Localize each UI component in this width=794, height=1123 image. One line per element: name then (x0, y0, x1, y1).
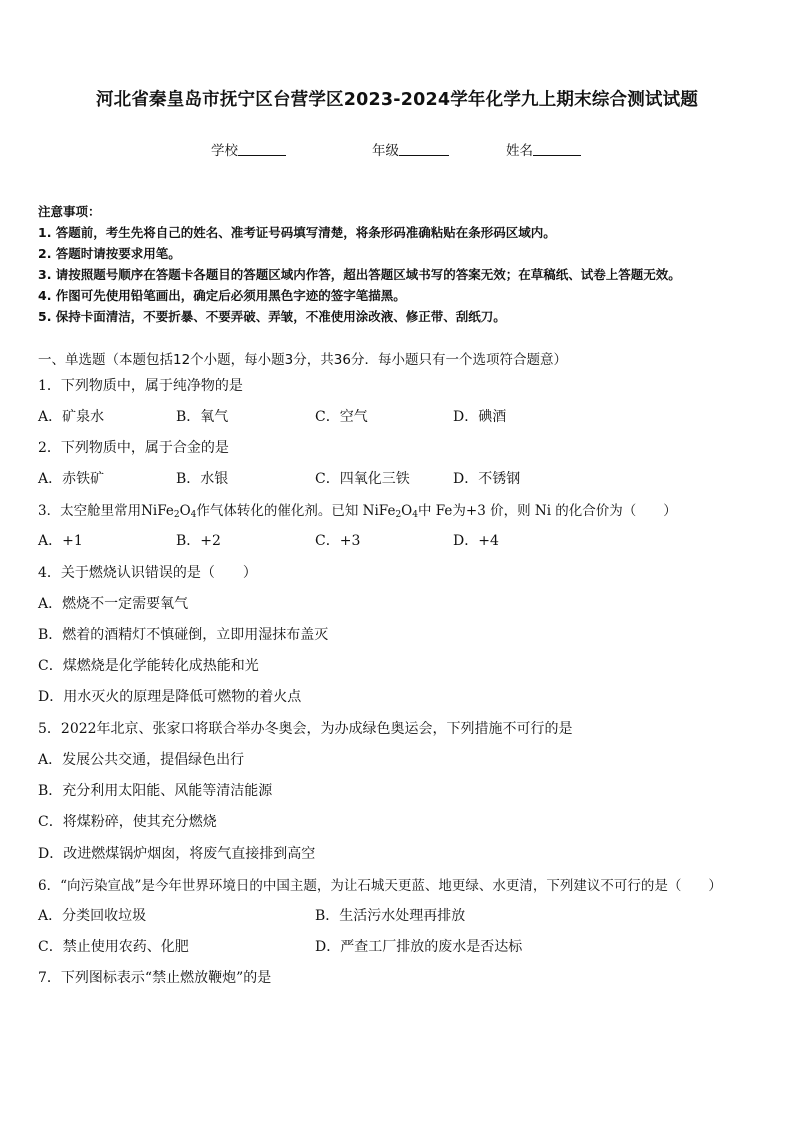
notice-item: 2. 答题时请按要求用笔。 (38, 246, 181, 261)
question-1-option-d: D．碘酒 (453, 409, 507, 425)
q3-text-5: 中 Fe为+3 价，则 Ni 的化合价为（ ） (417, 503, 677, 519)
question-2-stem: 2．下列物质中，属于合金的是 (38, 440, 229, 456)
question-3-option-b: B．+2 (176, 533, 221, 549)
question-6-option-a: A．分类回收垃圾 (38, 908, 147, 924)
question-6-option-d: D．严查工厂排放的废水是否达标 (315, 939, 523, 955)
school-blank[interactable] (238, 142, 286, 156)
school-field (211, 139, 286, 159)
question-4-option-d: D．用水灭火的原理是降低可燃物的着火点 (38, 689, 302, 705)
notice-item: 1. 答题前，考生先将自己的姓名、准考证号码填写清楚，将条形码准确粘贴在条形码区域内。 (38, 225, 556, 240)
question-4-stem: 4．关于燃烧认识错误的是（ ） (38, 565, 257, 581)
q3-text-2: O (179, 503, 191, 519)
notice-item: 5. 保持卡面清洁，不要折暴、不要弄破、弄皱，不准使用涂改液、修正带、刮纸刀。 (38, 309, 506, 324)
name-label: 姓名 (506, 143, 533, 159)
question-4-option-c: C．煤燃烧是化学能转化成热能和光 (38, 658, 259, 674)
q3-text-4: O (401, 503, 413, 519)
question-6-stem: 6．“向污染宣战”是今年世界环境日的中国主题，为让石城天更蓝、地更绿、水更清，下列建议不可行的是（ ） (38, 878, 722, 894)
grade-field (372, 139, 449, 159)
question-3-option-d: D．+4 (453, 533, 499, 549)
q3-sub-2: 4 (190, 510, 197, 520)
question-1-option-b: B．氧气 (176, 409, 229, 425)
question-2-option-b: B．水银 (176, 471, 229, 487)
question-2-option-d: D．不锈钢 (453, 471, 521, 487)
name-field (506, 139, 581, 159)
question-3-stem (38, 499, 677, 520)
notice-heading: 注意事项： (38, 204, 101, 219)
exam-title: 河北省秦皇岛市抚宁区台营学区2023-2024学年化学九上期末综合测试试题 (95, 90, 699, 110)
question-6-option-c: C．禁止使用农药、化肥 (38, 939, 189, 955)
question-3-option-c: C．+3 (315, 533, 361, 549)
q3-sub-4: 4 (412, 510, 418, 520)
question-5-option-c: C．将煤粉碎，使其充分燃烧 (38, 814, 217, 830)
question-3-option-a: A．+1 (38, 533, 83, 549)
question-4-option-b: B．燃着的酒精灯不慎碰倒，立即用湿抹布盖灭 (38, 627, 329, 643)
question-2-option-c: C．四氧化三铁 (315, 471, 410, 487)
grade-blank[interactable] (399, 142, 449, 156)
question-6-option-b: B．生活污水处理再排放 (315, 908, 466, 924)
question-1-stem: 1．下列物质中，属于纯净物的是 (38, 378, 243, 394)
question-5-stem: 5．2022年北京、张家口将联合举办冬奥会，为办成绿色奥运会，下列措施不可行的是 (38, 721, 573, 737)
question-5-option-b: B．充分利用太阳能、风能等清洁能源 (38, 783, 273, 799)
grade-label: 年级 (372, 143, 399, 159)
school-label: 学校 (211, 143, 238, 159)
section-heading: 一、单选题（本题包括12个小题，每小题3分，共36分．每小题只有一个选项符合题意） (38, 352, 567, 368)
question-4-option-a: A．燃烧不一定需要氧气 (38, 596, 189, 612)
q3-sub-1: 2 (173, 510, 180, 520)
q3-text-1: 3．太空舱里常用NiFe (38, 503, 174, 519)
notice-item: 3. 请按照题号顺序在答题卡各题目的答题区域内作答，超出答题区域书写的答案无效；在草稿纸、试卷上答题无效。 (38, 267, 681, 282)
question-7-stem: 7．下列图标表示“禁止燃放鞭炮”的是 (38, 970, 272, 986)
name-blank[interactable] (533, 142, 581, 156)
notice-item: 4. 作图可先使用铅笔画出，确定后必须用黑色字迹的签字笔描黑。 (38, 288, 406, 303)
question-2-option-a: A．赤铁矿 (38, 471, 105, 487)
q3-sub-3: 2 (395, 510, 402, 520)
question-5-option-d: D．改进燃煤锅炉烟囱，将废气直接排到高空 (38, 846, 316, 862)
question-1-option-a: A．矿泉水 (38, 409, 105, 425)
q3-text-3: 作气体转化的催化剂。已知 NiFe (196, 503, 396, 519)
question-1-option-c: C．空气 (315, 409, 368, 425)
question-5-option-a: A．发展公共交通，提倡绿色出行 (38, 752, 245, 768)
